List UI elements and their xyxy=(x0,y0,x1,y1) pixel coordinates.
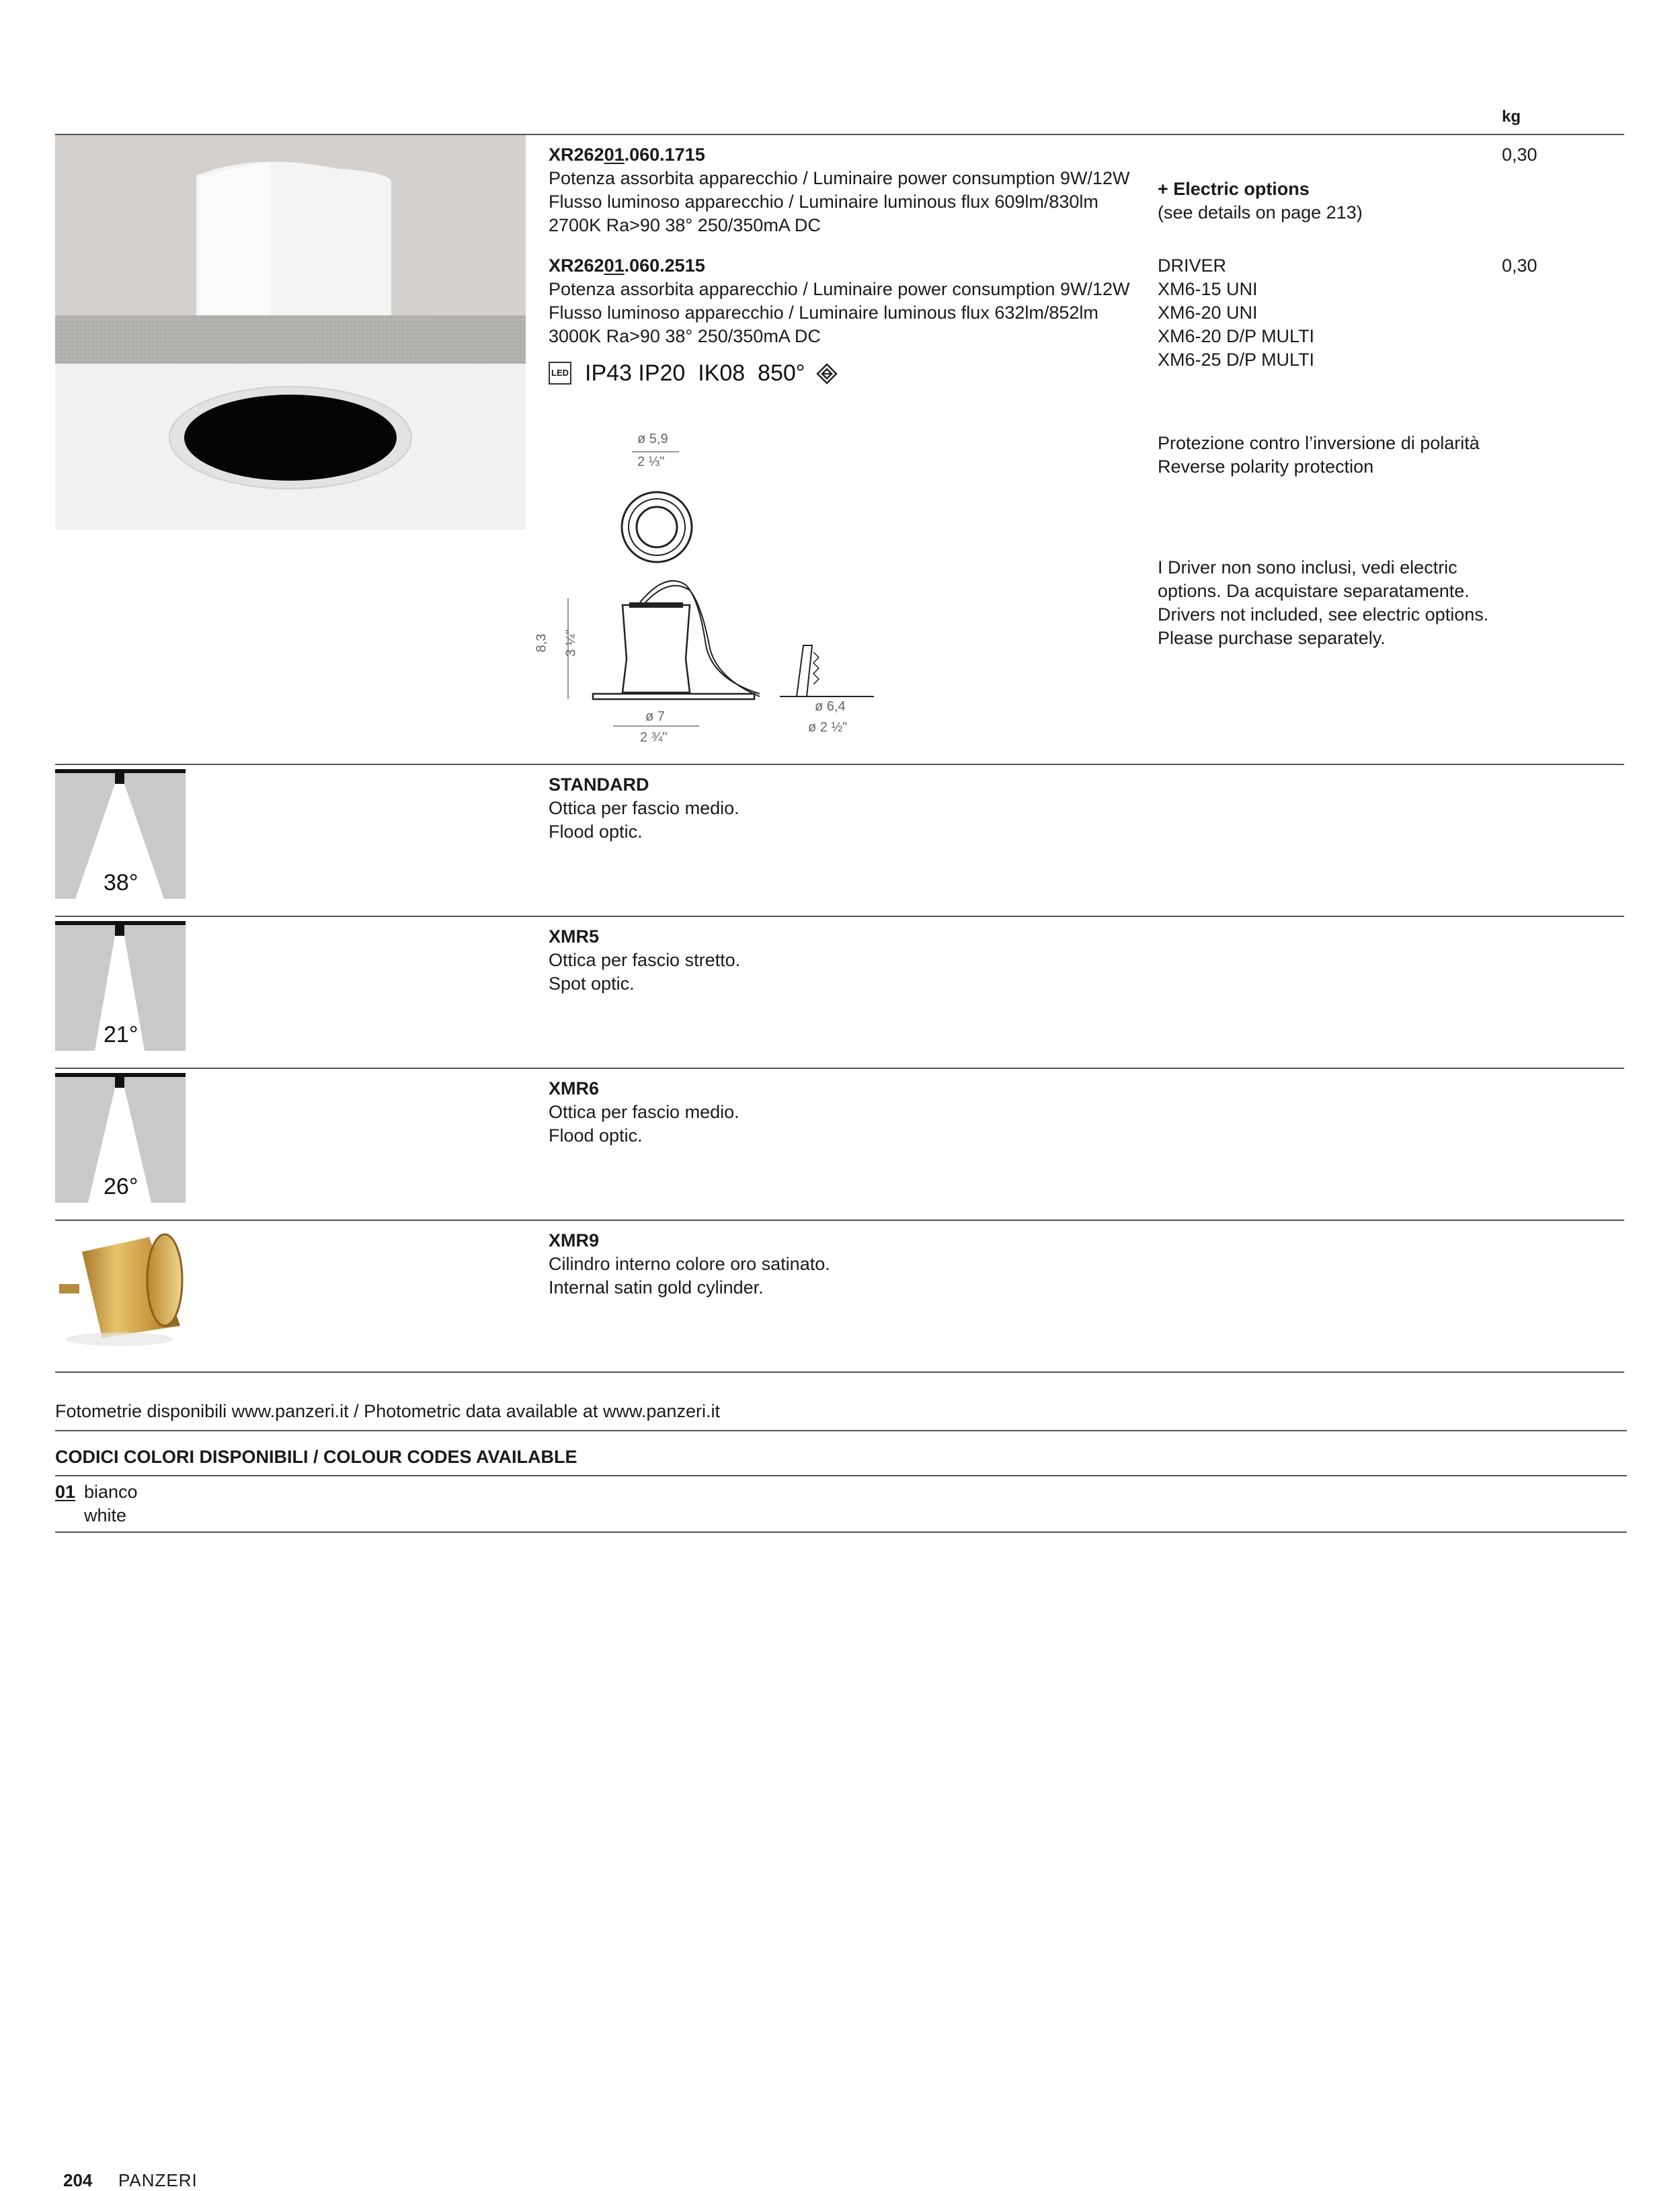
driver-item: XM6-15 UNI xyxy=(1158,279,1258,299)
section-rule xyxy=(55,1531,1627,1533)
luminous-flux: Flusso luminoso apparecchio / Luminaire luminous flux 632lm/852lm xyxy=(549,303,1098,323)
section-rule xyxy=(55,916,1624,917)
polarity-protection: Protezione contro l’inversione di polarità Reverse polarity protection xyxy=(1158,433,1480,477)
product-1 xyxy=(549,143,1129,237)
electric-options xyxy=(1158,177,1363,225)
section-rule xyxy=(55,1430,1627,1431)
top-diameter-mm: ø 5,9 xyxy=(637,432,668,446)
accessory-xmr9: XMR9 Cilindro interno colore oro satinato. Internal satin gold cylinder. xyxy=(549,1230,830,1298)
power-consumption: Potenza assorbita apparecchio / Luminaire power consumption 9W/12W xyxy=(549,168,1130,188)
accessory-xmr5: XMR5 Ottica per fascio stretto. Spot optic. xyxy=(549,926,741,994)
base-diameter-in: 2 ¾" xyxy=(640,730,668,745)
accessory-xmr6: XMR6 Ottica per fascio medio. Flood optic. xyxy=(549,1078,739,1146)
product-2-weight: 0,30 xyxy=(1502,255,1537,276)
electric-options-page-ref: (see details on page 213) xyxy=(1158,202,1363,223)
top-diameter-in: 2 ⅓" xyxy=(637,454,665,469)
weight-column-header: kg xyxy=(1502,108,1521,126)
colour-codes-heading: CODICI COLORI DISPONIBILI / COLOUR CODES AVAILABLE xyxy=(55,1447,577,1467)
section-rule xyxy=(55,1371,1624,1373)
brand-name: PANZERI xyxy=(118,2170,198,2190)
ip-ik-ratings: IP43 IP20 IK08 850° xyxy=(585,360,805,386)
power-consumption: Potenza assorbita apparecchio / Luminaire power consumption 9W/12W xyxy=(549,279,1130,299)
height-mm: 8,3 xyxy=(534,633,549,653)
section-rule xyxy=(55,1475,1627,1476)
driver-item: XM6-25 D/P MULTI xyxy=(1158,350,1315,370)
hole-diameter-mm: ø 6,4 xyxy=(815,699,846,714)
colour-temp-specs: 3000K Ra>90 38° 250/350mA DC xyxy=(549,326,821,346)
beam-angle-diagram xyxy=(55,1073,186,1203)
accessory-standard: STANDARD Ottica per fascio medio. Flood optic. xyxy=(549,774,739,842)
beam-angle-label: 38° xyxy=(104,870,138,895)
luminous-flux: Flusso luminoso apparecchio / Luminaire luminous flux 609lm/830lm xyxy=(549,192,1098,212)
product-2 xyxy=(549,254,1129,348)
photometric-note: Fotometrie disponibili www.panzeri.it / Photometric data available at www.panzeri.it xyxy=(55,1401,720,1421)
base-diameter-mm: ø 7 xyxy=(645,709,665,724)
height-in: 3 ¼" xyxy=(563,629,579,657)
gold-cylinder-photo xyxy=(55,1225,190,1353)
product-photo xyxy=(55,135,526,530)
led-icon: LED xyxy=(549,362,571,385)
driver-heading: DRIVER xyxy=(1158,255,1227,276)
hole-diameter-in: ø 2 ½" xyxy=(808,720,848,735)
product-code: XR26201.060.2515 xyxy=(549,255,705,276)
colour-name: bianco white xyxy=(84,1482,138,1525)
colour-code: 01 xyxy=(55,1482,76,1502)
section-rule xyxy=(55,1220,1624,1221)
technical-drawing xyxy=(534,430,887,746)
colour-temp-specs: 2700K Ra>90 38° 250/350mA DC xyxy=(549,215,821,235)
product-code: XR26201.060.1715 xyxy=(549,145,705,165)
beam-angle-label: 21° xyxy=(104,1022,138,1047)
page-number: 204 xyxy=(63,2170,93,2190)
section-rule xyxy=(55,1068,1624,1069)
beam-angle-diagram xyxy=(55,769,186,899)
driver-list xyxy=(1158,254,1314,372)
driver-item: XM6-20 UNI xyxy=(1158,303,1258,323)
product-1-weight: 0,30 xyxy=(1502,145,1537,165)
driver-item: XM6-20 D/P MULTI xyxy=(1158,326,1315,346)
beam-angle-diagram xyxy=(55,921,186,1051)
class-ii-diamond-icon xyxy=(816,363,838,388)
beam-angle-label: 26° xyxy=(104,1174,138,1199)
driver-note: I Driver non sono inclusi, vedi electric options. Da acquistare separatamente. Drivers not included, see electric options. Please purchase separately. xyxy=(1158,557,1489,648)
section-rule xyxy=(55,764,1624,765)
electric-options-title: + Electric options xyxy=(1158,179,1310,199)
